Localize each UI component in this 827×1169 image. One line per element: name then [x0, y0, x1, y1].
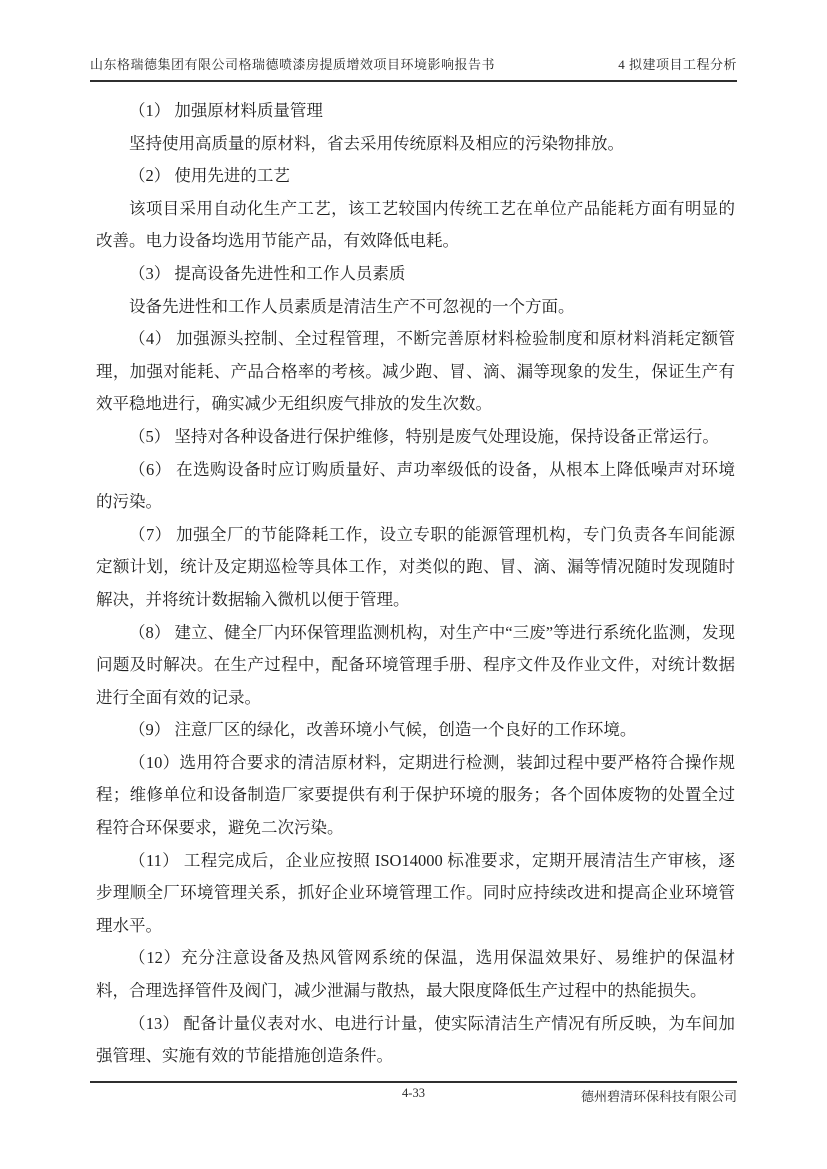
- paragraph: （11） 工程完成后，企业应按照 ISO14000 标准要求，定期开展清洁生产审核，逐步理顺全厂环境管理关系，抓好企业环境管理工作。同时应持续改进和提高企业环境管理水平。: [96, 850, 735, 935]
- page-number: 4-33: [402, 1086, 425, 1100]
- paragraph: 该项目采用自动化生产工艺，该工艺较国内传统工艺在单位产品能耗方面有明显的改善。电力设备均选用节能产品，有效降低电耗。: [96, 198, 735, 251]
- paragraph: （2） 使用先进的工艺: [129, 166, 290, 186]
- paragraph: 设备先进性和工作人员素质是清洁生产不可忽视的一个方面。: [129, 296, 575, 316]
- paragraph: （9） 注意厂区的绿化，改善环境小气候，创造一个良好的工作环境。: [129, 720, 637, 740]
- paragraph: （8） 建立、健全厂内环保管理监测机构，对生产中“三废”等进行系统化监测，发现问题及时解决。在生产过程中，配备环境管理手册、程序文件及作业文件，对统计数据进行全面有效的记录。: [96, 622, 735, 707]
- paragraph: （3） 提高设备先进性和工作人员素质: [129, 263, 406, 283]
- paragraph: （1） 加强原材料质量管理: [129, 101, 323, 120]
- paragraph: （12）充分注意设备及热风管网系统的保温，选用保温效果好、易维护的保温材料，合理选择管件及阀门，减少泄漏与散热，最大限度降低生产过程中的热能损失。: [96, 948, 735, 1001]
- paragraph: （4） 加强源头控制、全过程管理，不断完善原材料检验制度和原材料消耗定额管理，加强对能耗、产品合格率的考核。减少跑、冒、滴、漏等现象的发生，保证生产有效平稳地进行，确实减少无组织废气排放的发生次数。: [96, 329, 735, 414]
- header-document-title: 山东格瑞德集团有限公司格瑞德喷漆房提质增效项目环境影响报告书: [90, 57, 496, 72]
- paragraph: （5） 坚持对各种设备进行保护维修，特别是废气处理设施，保持设备正常运行。: [129, 426, 719, 446]
- paragraph: （6） 在选购设备时应订购质量好、声功率级低的设备，从根本上降低噪声对环境的污染。: [96, 459, 735, 512]
- document-body: [96, 95, 735, 1073]
- footer-company-name: 德州碧清环保科技有限公司: [580, 1089, 737, 1104]
- paragraph: （7） 加强全厂的节能降耗工作，设立专职的能源管理机构，专门负责各车间能源定额计划，统计及定期巡检等具体工作，对类似的跑、冒、滴、漏等情况随时发现随时解决，并将统计数据输入微机以便于管理。: [96, 524, 735, 609]
- page-footer: [90, 1081, 737, 1107]
- paragraph: （10）选用符合要求的清洁原材料，定期进行检测，装卸过程中要严格符合操作规程；维修单位和设备制造厂家要提供有利于保护环境的服务；各个固体废物的处置全过程符合环保要求，避免二次污染。: [96, 752, 735, 838]
- paragraph: （13） 配备计量仪表对水、电进行计量，使实际清洁生产情况有所反映，为车间加强管理、实施有效的节能措施创造条件。: [96, 1013, 735, 1066]
- page-header: [90, 54, 737, 82]
- paragraph: 坚持使用高质量的原材料，省去采用传统原料及相应的污染物排放。: [129, 133, 624, 153]
- header-chapter-title: 4 拟建项目工程分析: [618, 57, 737, 72]
